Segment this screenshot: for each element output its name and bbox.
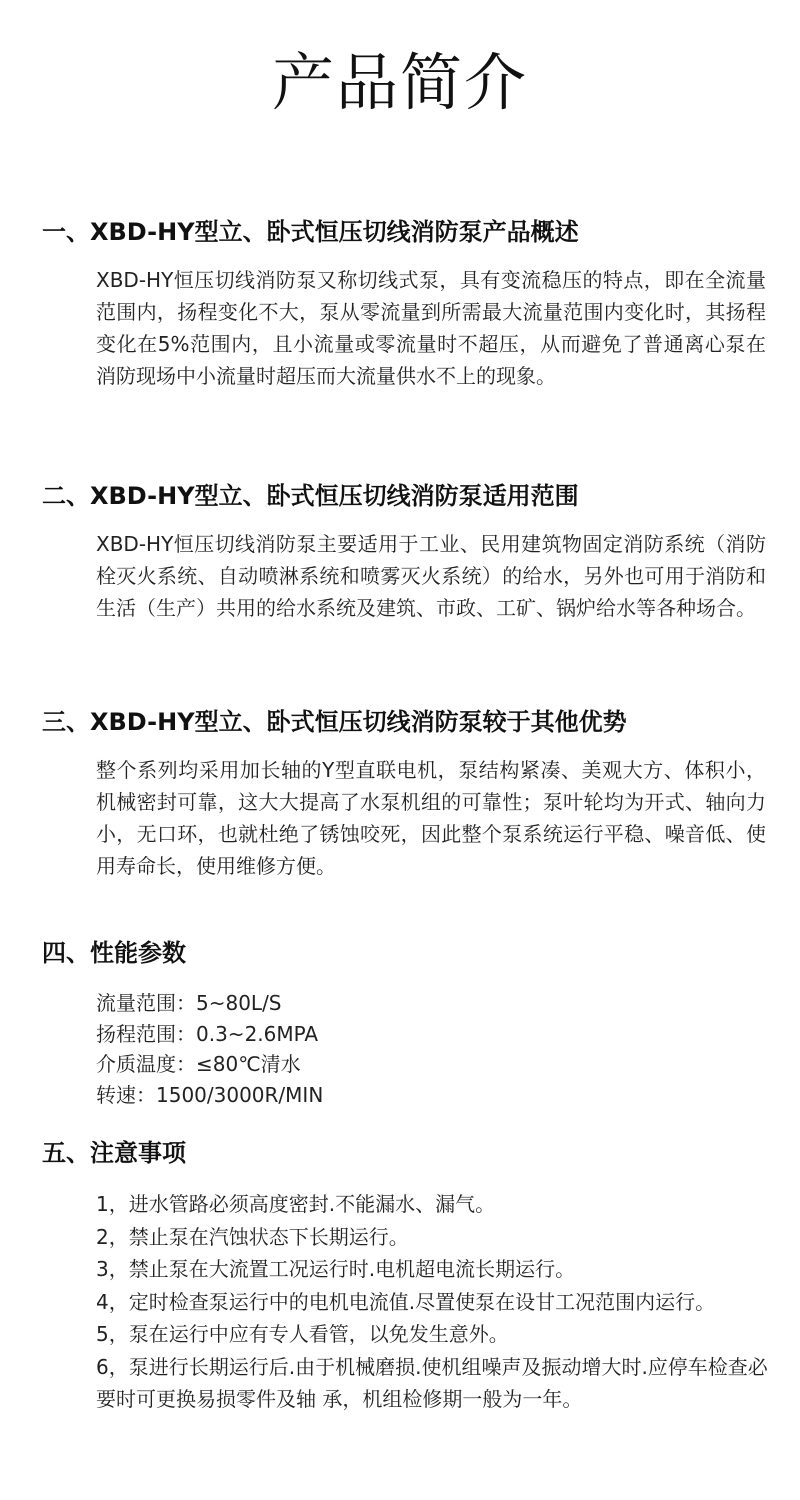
- section-heading-scope: 二、XBD-HY型立、卧式恒压切线消防泵适用范围: [42, 482, 579, 510]
- precaution-item: 3，禁止泵在大流置工况运行时.电机超电流长期运行。: [96, 1257, 576, 1281]
- precaution-item: 2，禁止泵在汽蚀状态下长期运行。: [96, 1224, 409, 1249]
- section-heading-overview: 一、XBD-HY型立、卧式恒压切线消防泵产品概述: [42, 218, 579, 246]
- section-heading-parameters: 四、性能参数: [42, 939, 186, 967]
- parameter-medium-temperature: 介质温度：≤80℃清水: [96, 1052, 301, 1076]
- precaution-item: 1，进水管路必须高度密封.不能漏水、漏气。: [96, 1192, 496, 1216]
- parameter-head-range: 扬程范围：0.3~2.6MPA: [96, 1021, 319, 1046]
- parameter-rotation-speed: 转速：1500/3000R/MIN: [96, 1082, 324, 1107]
- section-heading-advantages: 三、XBD-HY型立、卧式恒压切线消防泵较于其他优势: [42, 708, 627, 736]
- section-body-scope: XBD-HY恒压切线消防泵主要适用于工业、民用建筑物固定消防系统（消防栓灭火系统、自动喷淋系统和喷雾灭火系统）的给水，另外也可用于消防和生活（生产）共用的给水系统及建筑、市政、工矿、锅炉给水等各种场合。: [96, 532, 766, 620]
- parameter-flow-range: 流量范围：5~80L/S: [96, 991, 282, 1015]
- section-body-overview: XBD-HY恒压切线消防泵又称切线式泵，具有变流稳压的特点，即在全流量范围内，扬程变化不大，泵从零流量到所需最大流量范围内变化时，其扬程变化在5%范围内，且小流量或零流量时不超压，从而避免了普通离心泵在消防现场中小流量时超压而大流量供水不上的现象。: [96, 268, 766, 388]
- precaution-list: [96, 1188, 786, 1416]
- page-title: 产品简介: [271, 46, 528, 119]
- section-body-advantages: 整个系列均采用加长轴的Y型直联电机，泵结构紧凑、美观大方、体积小，机械密封可靠，这大大提高了水泵机组的可靠性；泵叶轮均为开式、轴向力小，无口环，也就杜绝了锈蚀咬死，因此整个泵系统运行平稳、噪音低、使用寿命长，使用维修方便。: [96, 758, 766, 878]
- precaution-item: 5，泵在运行中应有专人看管，以免发生意外。: [96, 1322, 509, 1346]
- precaution-item: 6，泵进行长期运行后.由于机械磨损.使机组噪声及振动增大时.应停车检查必要时可更换易损零件及轴 承，机组检修期一般为一年。: [96, 1354, 768, 1411]
- precaution-item: 4，定时检查泵运行中的电机电流值.尽置使泵在设甘工况范围内运行。: [96, 1289, 716, 1314]
- parameter-list: [96, 988, 786, 1110]
- section-heading-precautions: 五、注意事项: [42, 1139, 186, 1167]
